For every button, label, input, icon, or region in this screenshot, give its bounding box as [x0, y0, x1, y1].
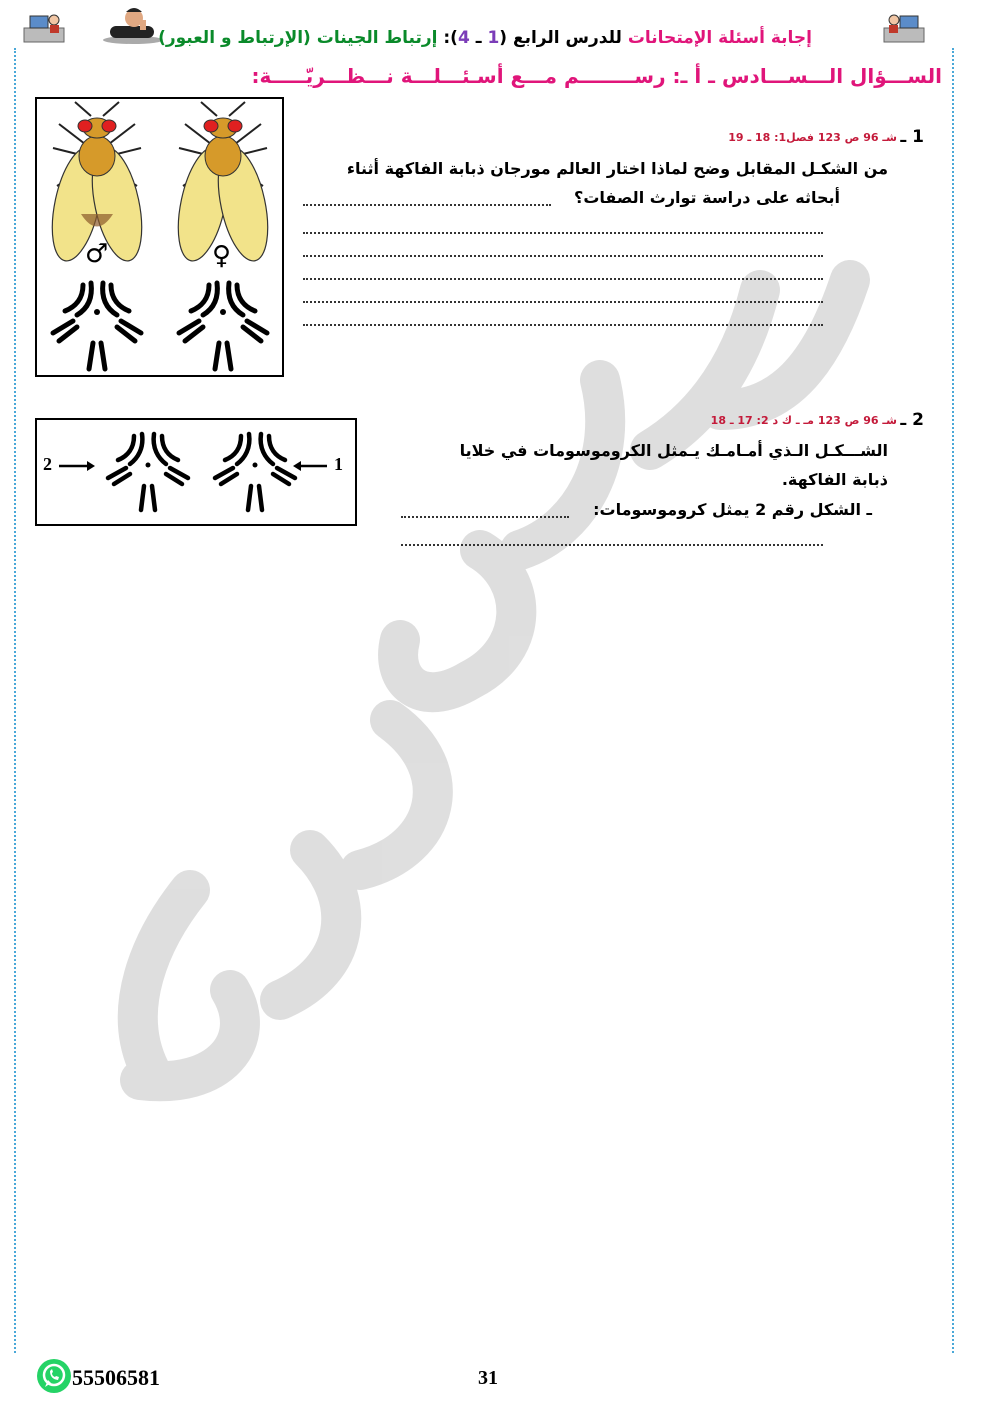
answer-line[interactable]	[401, 516, 569, 518]
answer-line[interactable]	[303, 301, 823, 303]
fruit-fly-figure	[35, 97, 284, 377]
page-number: 31	[478, 1367, 498, 1389]
question-1-ref: شـ 96 ص 123 فصل1: 18 ـ 19	[728, 131, 897, 144]
question-2-number: 2 ـ	[900, 410, 924, 430]
chromosome-label-2: 2	[43, 454, 52, 474]
chromosome-figure	[35, 418, 357, 526]
chromosome-label-1: 1	[334, 454, 343, 474]
header-title-num1: 1	[487, 28, 500, 48]
teacher-desk-icon-left	[20, 10, 68, 50]
male-symbol: ♂	[85, 239, 109, 269]
page-header	[0, 8, 992, 48]
question-1-number: 1 ـ	[900, 127, 924, 147]
header-title-num2: 4	[457, 28, 470, 48]
question-2-ref: شـ 96 ص 123 مـ ـ ك د 2: 17 ـ 18	[710, 414, 897, 427]
left-dotted-border	[14, 48, 16, 1353]
header-title-part5: إرتباط الجينات (الإرتباط و العبور)	[158, 28, 438, 48]
header-title	[158, 28, 812, 48]
whatsapp-icon	[36, 1358, 72, 1398]
answer-line[interactable]	[303, 278, 823, 280]
answer-line[interactable]	[303, 232, 823, 234]
question-2-line2: ذبابة الفاكهة.	[781, 470, 888, 489]
answer-line[interactable]	[303, 324, 823, 326]
answer-line[interactable]	[303, 255, 823, 257]
question-1-line1: من الشكـل المقابل وضح لماذا اختار العالم مورجان ذبابة الفاكهة أثناء	[346, 159, 888, 178]
footer-phone: 55506581	[72, 1365, 160, 1390]
section-title: الســـؤال الـــســـادس ـ أ ـ: رســــــــم مـــع أسـئـــلـــة نـــظـــريّـــــة:	[251, 64, 942, 88]
header-title-part1: إجابة أسئلة الإمتحانات	[627, 28, 812, 48]
question-2-line3: ـ الشكل رقم 2 يمثل كروموسومات:	[593, 500, 872, 519]
teacher-desk-icon-right	[880, 10, 928, 50]
answer-line[interactable]	[303, 204, 551, 206]
female-symbol: ♀	[212, 241, 232, 271]
thinking-person-icon	[100, 4, 166, 48]
question-1-line2: أبحاثه على دراسة توارث الصفات؟	[574, 188, 840, 207]
header-title-part2: للدرس الرابع (	[499, 28, 628, 48]
question-2-line1: الشـــكـل الـذي أمـامـك يـمثل الكروموسومات في خلايا	[459, 441, 888, 460]
right-dotted-border	[952, 48, 954, 1353]
answer-line[interactable]	[401, 544, 823, 546]
watermark	[60, 250, 920, 1150]
header-title-part3: ـ	[469, 28, 488, 48]
header-title-part4: ):	[437, 28, 458, 48]
